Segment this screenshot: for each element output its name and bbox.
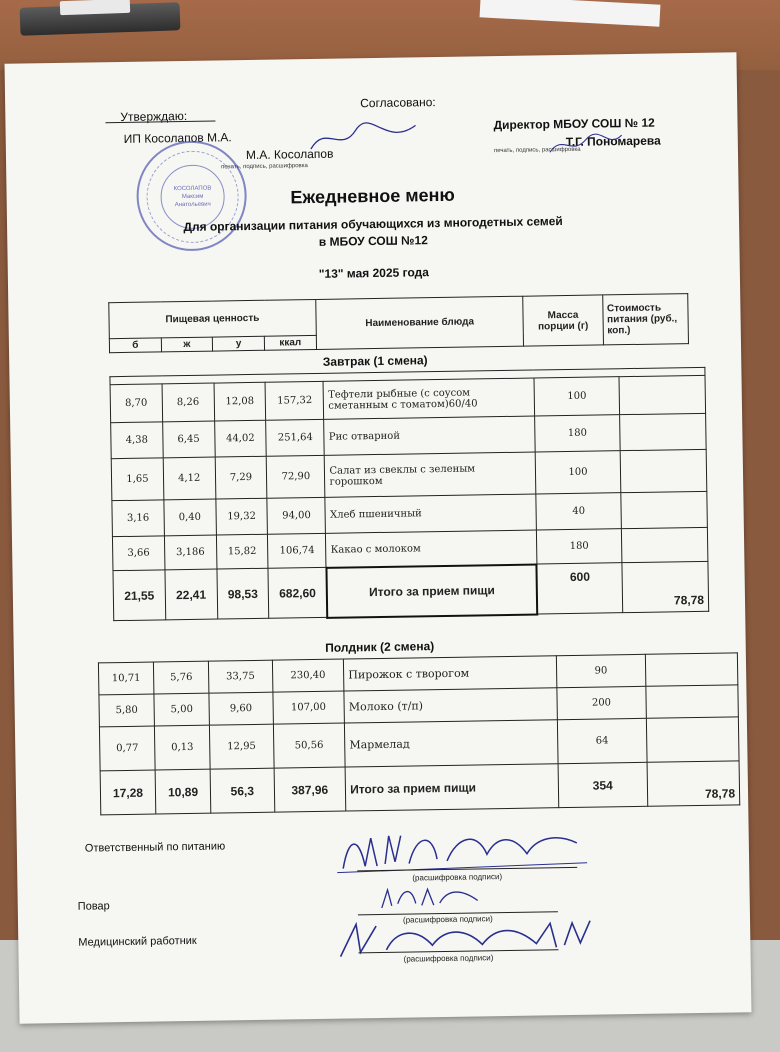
cook-caption: (расшифровка подписи) (402, 914, 493, 925)
cell-b: 10,71 (98, 662, 154, 695)
header-dish: Наименование блюда (315, 296, 524, 349)
director-label: Директор МБОУ СОШ № 12 (493, 115, 655, 133)
cell-zh: 0,40 (164, 499, 216, 536)
sign-caption-left: печать, подпись, расшифровка (221, 163, 308, 171)
cell-cost (622, 527, 708, 562)
cell-u: 19,32 (215, 498, 267, 535)
responsible-label: Ответственный по питанию (84, 840, 226, 855)
cell-zh: 5,00 (154, 693, 210, 726)
subtitle (7, 210, 739, 255)
cell-dish: Какао с молоком (326, 530, 537, 567)
marker-cap (60, 0, 130, 15)
cell-dish: Тефтели рыбные (с соусом сметанным с томатом)60/40 (324, 378, 535, 419)
ip-signer: М.А. Косолапов (245, 146, 334, 163)
total-label: Итого за прием пищи (326, 564, 537, 617)
cell-dish: Хлеб пшеничный (325, 494, 536, 533)
cell-mass: 200 (557, 686, 646, 719)
header-zh: ж (161, 337, 213, 352)
header-kcal: ккал (264, 335, 316, 350)
total-mass: 354 (558, 762, 647, 807)
cell-cost (621, 491, 707, 528)
cell-kcal: 106,74 (268, 533, 327, 568)
menu-sheet (5, 52, 752, 1023)
stamp-line: Максим (181, 193, 204, 201)
cell-u: 44,02 (214, 420, 266, 457)
cell-u: 7,29 (215, 456, 267, 499)
cell-mass: 90 (557, 654, 646, 687)
cell-cost (619, 375, 705, 414)
snack-total-row (100, 761, 740, 815)
sign-caption-right: печать, подпись, расшифровка (493, 146, 581, 155)
breakfast-total-row (113, 561, 709, 620)
cell-b: 3,16 (112, 500, 164, 537)
stamp-line: Анатольевич (174, 201, 211, 209)
ip-label: ИП Косолапов М.А. (123, 130, 232, 146)
cell-b: 0,77 (99, 726, 155, 771)
cell-zh: 8,26 (162, 383, 214, 422)
ip-signature (305, 117, 426, 159)
cook-label: Повар (77, 900, 110, 913)
cell-mass: 40 (536, 493, 622, 530)
cell-b: 5,80 (99, 694, 155, 727)
header-b: б (109, 338, 161, 353)
cell-dish: Пирожок с творогом (344, 656, 557, 691)
cell-zh: 6,45 (162, 421, 214, 458)
cell-cost (645, 685, 738, 718)
total-kcal: 682,60 (268, 567, 327, 618)
cell-kcal: 107,00 (272, 691, 344, 724)
cell-kcal: 50,56 (273, 723, 345, 768)
total-label: Итого за прием пищи (345, 764, 559, 811)
header-cost: Стоимость питания (руб., коп.) (602, 294, 688, 345)
cell-mass: 180 (534, 415, 620, 452)
breakfast-table (109, 367, 709, 622)
total-kcal: 387,96 (274, 767, 346, 812)
cell-b: 3,66 (112, 536, 164, 571)
cell-zh: 3,186 (164, 535, 216, 570)
cell-u: 12,08 (214, 382, 266, 421)
agreed-label: Согласовано: (360, 95, 436, 111)
cell-zh: 5,76 (153, 661, 209, 694)
cell-u: 33,75 (209, 660, 273, 693)
cell-dish: Рис отварной (324, 416, 535, 455)
medic-label: Медицинский работник (78, 934, 197, 949)
total-mass: 600 (537, 563, 623, 614)
cell-mass: 64 (558, 718, 647, 763)
header-nutrition: Пищевая ценность (109, 299, 316, 338)
responsible-caption: (расшифровка подписи) (412, 872, 503, 883)
cell-kcal: 157,32 (265, 381, 324, 420)
total-u: 56,3 (210, 768, 274, 813)
director-signature (546, 129, 626, 160)
breakfast-section-title: Завтрак (1 смена) (322, 353, 428, 369)
medic-caption: (расшифровка подписи) (403, 953, 494, 964)
cell-u: 12,95 (210, 724, 274, 769)
cell-kcal: 251,64 (266, 419, 325, 456)
cell-b: 1,65 (111, 458, 163, 501)
subtitle-line-1: Для организации питания обучающихся из многодетных семей (183, 214, 563, 235)
cell-zh: 0,13 (154, 725, 210, 770)
menu-header-table (108, 293, 689, 353)
subtitle-line-2: в МБОУ СОШ №12 (318, 233, 428, 249)
total-b: 21,55 (113, 570, 166, 621)
cell-cost (620, 413, 706, 450)
header-u: у (213, 336, 265, 351)
cell-mass: 180 (536, 529, 622, 564)
total-cost: 78,78 (647, 761, 740, 806)
cell-dish: Молоко (т/п) (344, 688, 557, 723)
cell-cost (646, 717, 739, 762)
header-mass: Масса порции (г) (523, 295, 603, 346)
cook-signature (377, 882, 487, 914)
total-cost: 78,78 (622, 561, 708, 612)
cell-cost (645, 653, 738, 686)
snack-table (98, 652, 740, 815)
snack-section-title: Полдник (2 смена) (325, 639, 435, 655)
page-title: Ежедневное меню (290, 184, 455, 208)
cell-kcal: 72,90 (267, 455, 326, 498)
cell-dish: Салат из свеклы с зеленым горошком (325, 452, 536, 497)
cell-zh: 4,12 (163, 457, 215, 500)
total-u: 98,53 (217, 568, 270, 619)
total-b: 17,28 (100, 770, 156, 815)
cell-b: 8,70 (110, 384, 162, 423)
stamp-line: КОСОЛАПОВ (173, 185, 212, 193)
cell-mass: 100 (535, 451, 621, 494)
cell-b: 4,38 (111, 422, 163, 459)
cell-u: 15,82 (216, 534, 268, 569)
cell-dish: Мармелад (345, 720, 559, 767)
menu-date: "13" мая 2025 года (318, 265, 430, 281)
cell-cost (621, 449, 707, 492)
cell-mass: 100 (534, 377, 620, 416)
total-zh: 22,41 (165, 569, 218, 620)
total-zh: 10,89 (155, 769, 211, 814)
cell-kcal: 94,00 (267, 497, 326, 534)
cell-kcal: 230,40 (272, 659, 344, 692)
approve-label: Утверждаю: (120, 108, 188, 124)
director-name: Т.Г. Пономарева (565, 133, 661, 150)
cell-u: 9,60 (209, 692, 273, 725)
